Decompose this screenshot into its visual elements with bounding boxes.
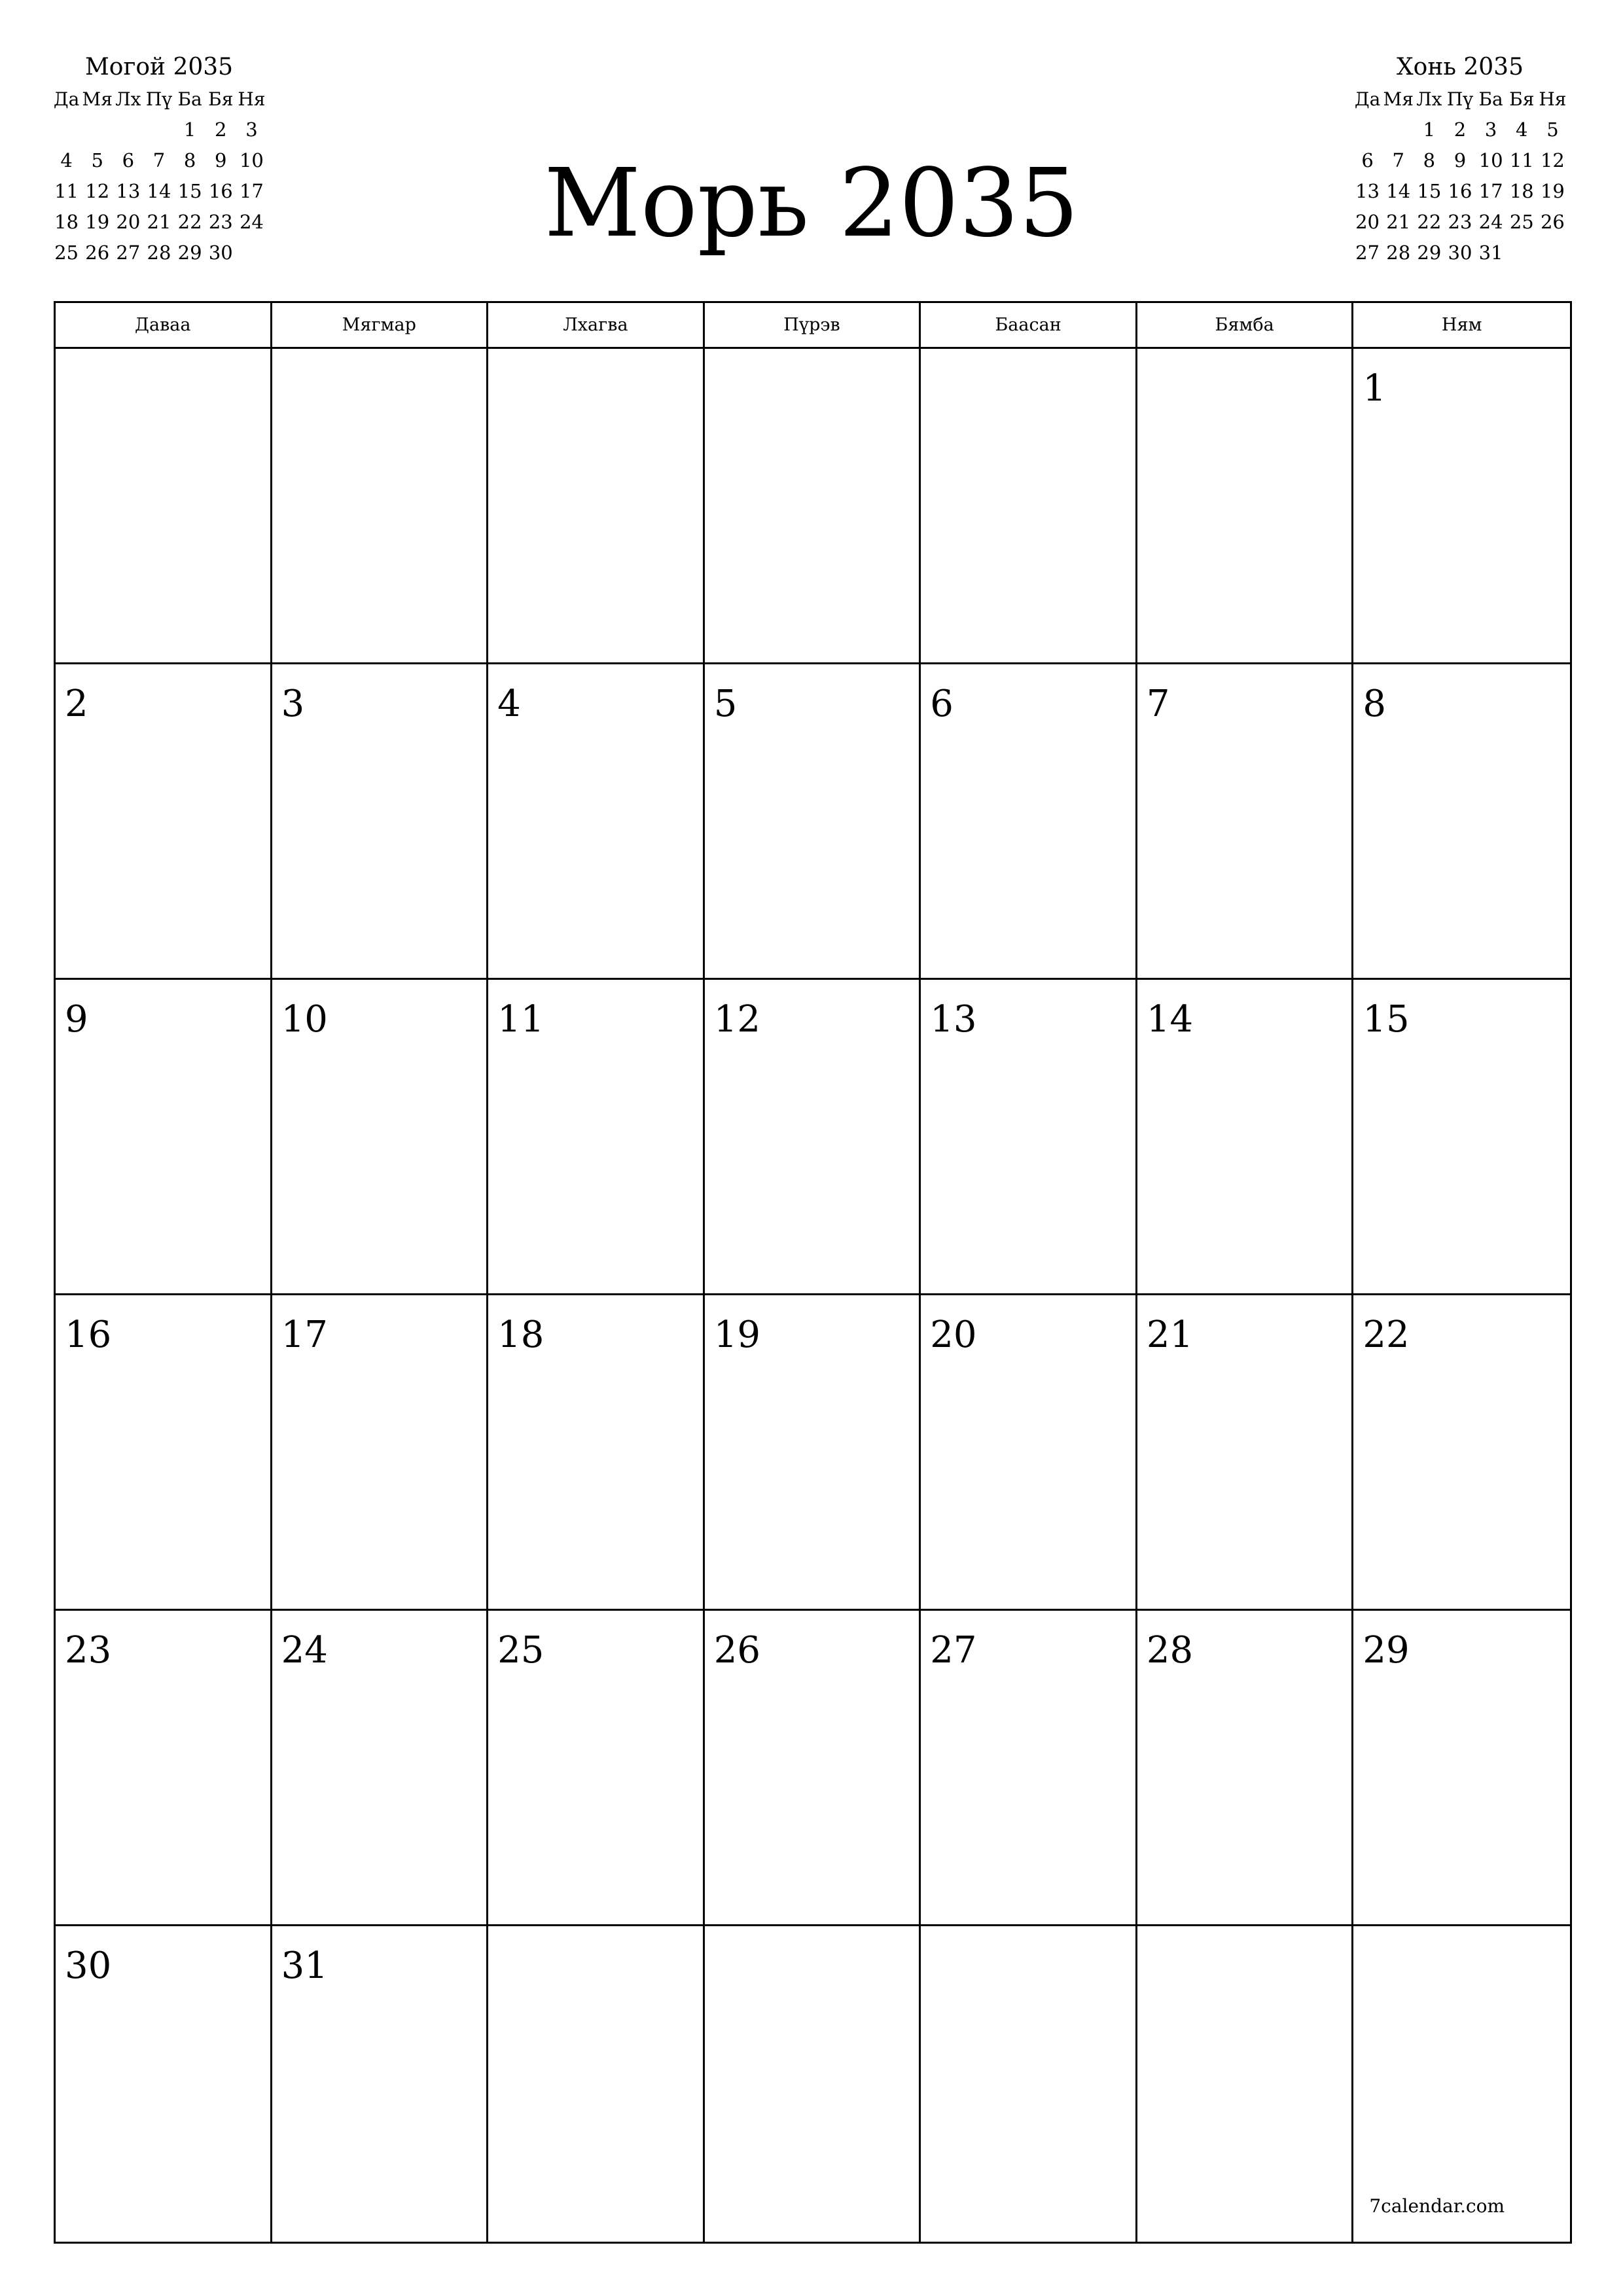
weekday-header: Мягмар: [272, 303, 489, 347]
mini-day: 11: [1509, 149, 1534, 171]
day-number: 20: [930, 1314, 977, 1356]
day-cell[interactable]: [272, 349, 489, 664]
day-number: 16: [65, 1314, 112, 1356]
mini-day: 17: [239, 180, 264, 202]
prev-month-weekdays: [51, 84, 267, 115]
day-cell[interactable]: [488, 664, 705, 980]
mini-day: 25: [54, 242, 79, 264]
day-cell[interactable]: [1353, 1926, 1570, 2242]
day-number: 12: [713, 998, 760, 1041]
mini-day: 20: [116, 211, 141, 233]
day-number: 31: [281, 1945, 328, 1987]
day-number: 25: [497, 1629, 544, 1672]
next-month-weekdays: [1352, 84, 1568, 115]
mini-day: 7: [152, 149, 166, 171]
mini-weekday: Пү: [1446, 88, 1474, 110]
mini-weekday: Да: [53, 88, 80, 110]
day-number: 1: [1363, 367, 1387, 410]
day-cell[interactable]: [56, 980, 272, 1295]
mini-day: 20: [1355, 211, 1380, 233]
mini-day: 7: [1392, 149, 1404, 171]
day-cell[interactable]: [272, 1295, 489, 1611]
mini-day: 4: [60, 149, 73, 171]
weekday-header: Даваа: [56, 303, 272, 347]
mini-day: 6: [122, 149, 135, 171]
mini-weekday: Бя: [1509, 88, 1535, 110]
page-title: Морь 2035: [544, 148, 1079, 258]
mini-day: 12: [1540, 149, 1565, 171]
mini-day: 22: [1417, 211, 1442, 233]
mini-day: 21: [147, 211, 171, 233]
weekday-header: Ням: [1441, 315, 1482, 335]
mini-day: 18: [54, 211, 79, 233]
day-cell[interactable]: [921, 1295, 1137, 1611]
mini-day: 25: [1509, 211, 1534, 233]
day-cell[interactable]: [921, 664, 1137, 980]
day-number: 27: [930, 1629, 977, 1672]
mini-day: 10: [239, 149, 264, 171]
mini-weekday: Лх: [115, 88, 141, 110]
day-cell[interactable]: [488, 1295, 705, 1611]
mini-day: 2: [215, 118, 227, 141]
mini-day: 11: [54, 180, 79, 202]
mini-day: 21: [1386, 211, 1411, 233]
day-cell[interactable]: [1353, 664, 1570, 980]
mini-day: 9: [1454, 149, 1467, 171]
day-cell[interactable]: [1137, 349, 1354, 664]
day-number: 8: [1363, 683, 1387, 725]
day-cell[interactable]: [1137, 1295, 1354, 1611]
day-number: 19: [713, 1314, 760, 1356]
day-cell[interactable]: [488, 1926, 705, 2242]
weekday-header: Баасан: [921, 303, 1137, 347]
day-cell[interactable]: [705, 980, 921, 1295]
weekday-header-row: [56, 303, 1570, 349]
mini-day: 8: [183, 149, 196, 171]
day-cell[interactable]: [488, 349, 705, 664]
mini-day: 3: [1484, 118, 1497, 141]
mini-day: 31: [1478, 242, 1503, 264]
mini-day: [1537, 238, 1568, 268]
day-cell[interactable]: [272, 1926, 489, 2242]
next-month-mini-calendar: [1352, 51, 1568, 268]
mini-day: 13: [1355, 180, 1380, 202]
mini-day: 23: [208, 211, 233, 233]
day-number: 23: [65, 1629, 112, 1672]
day-cell[interactable]: [705, 1611, 921, 1926]
mini-day: 12: [85, 180, 110, 202]
mini-day: 1: [183, 118, 196, 141]
day-number: 29: [1363, 1629, 1410, 1672]
day-number: 21: [1146, 1314, 1194, 1356]
mini-day: 26: [1540, 211, 1565, 233]
mini-day: 9: [215, 149, 227, 171]
mini-day: 28: [147, 242, 171, 264]
mini-day: 24: [1478, 211, 1503, 233]
mini-day: 19: [85, 211, 110, 233]
mini-day: [1383, 115, 1414, 145]
day-number: 13: [930, 998, 977, 1041]
day-cell[interactable]: [56, 664, 272, 980]
day-cell[interactable]: [921, 349, 1137, 664]
day-number: 4: [497, 683, 521, 725]
day-cell[interactable]: [56, 349, 272, 664]
day-cell[interactable]: [921, 1926, 1137, 2242]
day-number: 9: [65, 998, 88, 1041]
mini-day: 6: [1361, 149, 1374, 171]
mini-day: 29: [177, 242, 202, 264]
day-cell[interactable]: [705, 1926, 921, 2242]
day-cell[interactable]: [272, 980, 489, 1295]
mini-day: 1: [1423, 118, 1436, 141]
day-number: 15: [1363, 998, 1410, 1041]
next-month-title: Хонь 2035: [1397, 54, 1524, 81]
day-cell[interactable]: [921, 980, 1137, 1295]
day-cell[interactable]: [488, 1611, 705, 1926]
day-cell[interactable]: [1353, 1295, 1570, 1611]
mini-day: 14: [1386, 180, 1411, 202]
day-cell[interactable]: [1353, 1611, 1570, 1926]
day-cell[interactable]: [272, 1611, 489, 1926]
day-cell[interactable]: [1137, 980, 1354, 1295]
mini-day: 10: [1478, 149, 1503, 171]
day-number: 26: [713, 1629, 760, 1672]
mini-day: 26: [85, 242, 110, 264]
day-cell[interactable]: [56, 1926, 272, 2242]
day-cell[interactable]: [1353, 980, 1570, 1295]
day-number: 6: [930, 683, 954, 725]
mini-day: 16: [208, 180, 233, 202]
day-number: 28: [1146, 1629, 1194, 1672]
mini-day: 15: [1417, 180, 1442, 202]
mini-day: 3: [245, 118, 258, 141]
day-number: 2: [65, 683, 88, 725]
mini-day: [1507, 238, 1537, 268]
mini-day: 30: [1448, 242, 1472, 264]
mini-weekday: Бя: [208, 88, 234, 110]
day-cell[interactable]: [1137, 664, 1354, 980]
mini-day: 15: [177, 180, 202, 202]
mini-day: 5: [91, 149, 103, 171]
mini-day: 8: [1423, 149, 1436, 171]
mini-day: 2: [1454, 118, 1467, 141]
weekday-header: Пүрэв: [705, 303, 921, 347]
mini-day: 22: [177, 211, 202, 233]
mini-weekday: Ба: [1478, 88, 1503, 110]
day-cell[interactable]: [705, 664, 921, 980]
day-cell[interactable]: [56, 1295, 272, 1611]
day-cell[interactable]: [56, 1611, 272, 1926]
day-cell[interactable]: [921, 1611, 1137, 1926]
day-number: 3: [281, 683, 305, 725]
mini-day: 14: [147, 180, 171, 202]
mini-day: 16: [1448, 180, 1472, 202]
mini-day: 17: [1478, 180, 1503, 202]
day-number: 7: [1146, 683, 1170, 725]
day-cell[interactable]: [705, 1295, 921, 1611]
prev-month-title: Могой 2035: [84, 54, 234, 81]
day-number: 22: [1363, 1314, 1410, 1356]
mini-day: 24: [239, 211, 264, 233]
day-number: 11: [497, 998, 544, 1041]
mini-weekday: Ня: [238, 88, 266, 110]
mini-weekday: Ба: [177, 88, 202, 110]
mini-day: 19: [1540, 180, 1565, 202]
day-cell[interactable]: [488, 980, 705, 1295]
mini-day: 18: [1509, 180, 1534, 202]
day-number: 5: [713, 683, 738, 725]
day-number: 14: [1146, 998, 1194, 1041]
mini-day: 4: [1516, 118, 1528, 141]
weekday-header: Бямба: [1137, 303, 1354, 347]
mini-weekday: Лх: [1416, 88, 1442, 110]
day-cell[interactable]: [705, 349, 921, 664]
day-cell[interactable]: [1137, 1611, 1354, 1926]
mini-day: 28: [1386, 242, 1411, 264]
day-number: 17: [281, 1314, 328, 1356]
next-month-days: [1352, 115, 1568, 268]
mini-day: 5: [1546, 118, 1559, 141]
mini-day: 27: [1355, 242, 1380, 264]
mini-day: 29: [1417, 242, 1442, 264]
day-cell[interactable]: [1137, 1926, 1354, 2242]
day-number: 30: [65, 1945, 112, 1987]
day-number: 18: [497, 1314, 544, 1356]
mini-day: 30: [208, 242, 233, 264]
month-calendar-grid: [54, 301, 1572, 2244]
mini-day: [1352, 115, 1383, 145]
mini-day: 23: [1448, 211, 1472, 233]
day-number: 24: [281, 1629, 328, 1672]
weekday-header: Лхагва: [488, 303, 705, 347]
day-cell[interactable]: [1353, 349, 1570, 664]
mini-day: 13: [116, 180, 141, 202]
day-number: 10: [281, 998, 328, 1041]
brand-label: 7calendar.com: [1369, 2195, 1505, 2217]
mini-weekday: Мя: [1383, 88, 1414, 110]
weeks-grid: [56, 349, 1570, 2242]
day-cell[interactable]: [272, 664, 489, 980]
mini-weekday: Пү: [145, 88, 173, 110]
mini-day: 27: [116, 242, 141, 264]
mini-weekday: Ня: [1539, 88, 1567, 110]
mini-weekday: Мя: [82, 88, 113, 110]
mini-weekday: Да: [1354, 88, 1381, 110]
